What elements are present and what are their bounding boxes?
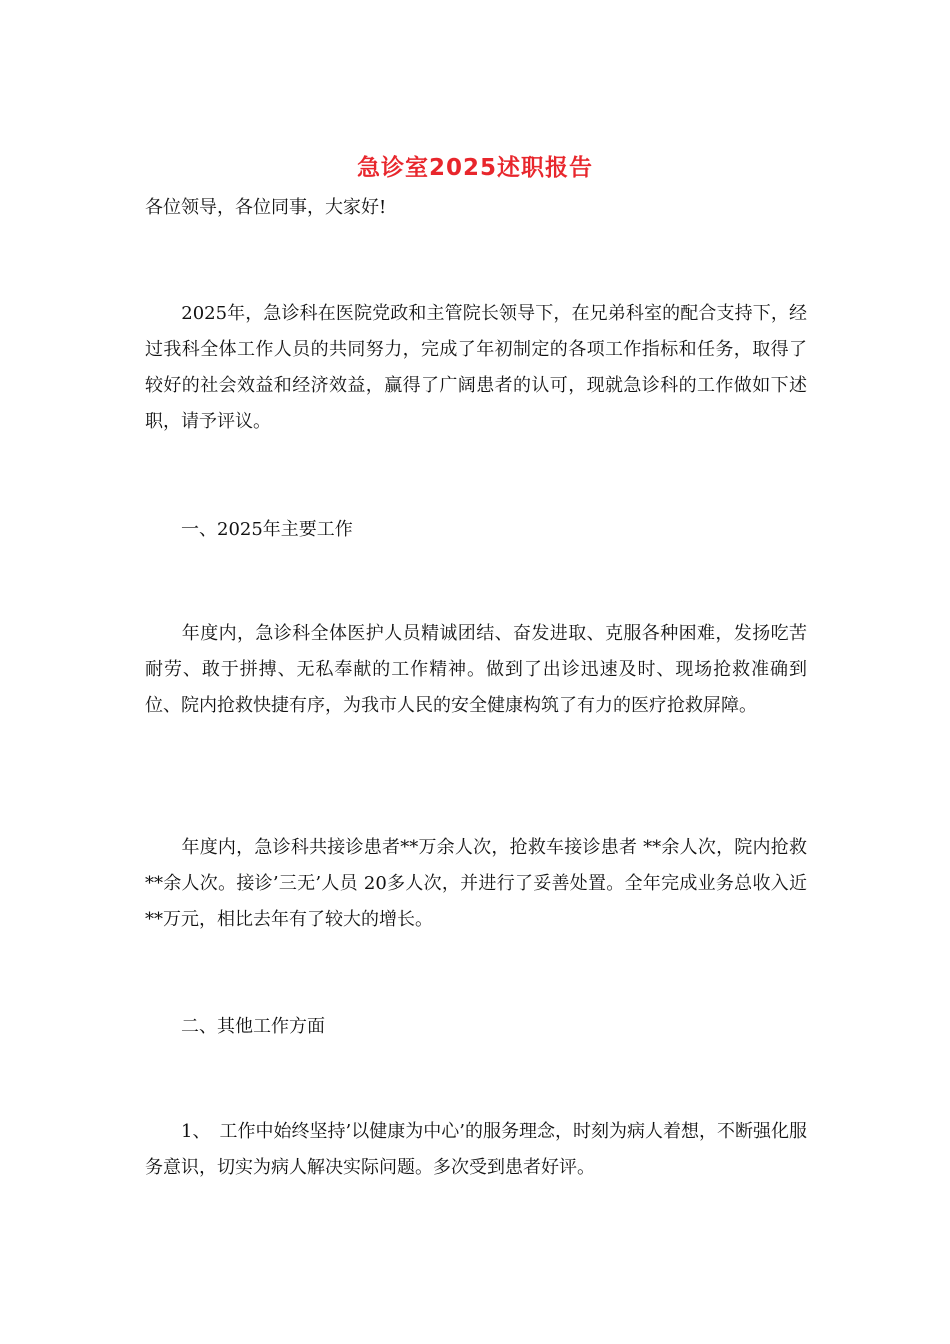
main-work-paragraph-2: 年度内，急诊科共接诊患者**万余人次，抢救车接诊患者 **余人次，院内抢救 **余人次。接诊’三无’人员 20多人次，并进行了妥善处置。全年完成业务总收入近**万元，相比去年有了较大的增长。 [145,837,813,930]
greeting-line: 各位领导，各位同事，大家好! [145,197,387,218]
intro-paragraph: 2025年，急诊科在医院党政和主管院长领导下，在兄弟科室的配合支持下，经过我科全体工作人员的共同努力，完成了年初制定的各项工作指标和任务，取得了较好的社会效益和经济效益，赢得了广阔患者的认可，现就急诊科的工作做如下述职，请予评议。 [145,303,807,432]
main-work-paragraph-1: 年度内，急诊科全体医护人员精诚团结、奋发进取、克服各种困难，发扬吃苦耐劳、敢于拼搏、无私奉献的工作精神。做到了出诊迅速及时、现场抢救准确到位、院内抢救快捷有序，为我市人民的安全健康构筑了有力的医疗抢救屏障。 [145,623,807,716]
section-heading-main-work: 一、2025年主要工作 [145,519,353,540]
other-work-item-1: 1、 工作中始终坚持’以健康为中心’的服务理念，时刻为病人着想，不断强化服务意识，切实为病人解决实际问题。多次受到患者好评。 [145,1121,807,1178]
section-heading-other-work: 二、其他工作方面 [145,1016,325,1037]
document-title: 急诊室2025述职报告 [356,155,593,181]
